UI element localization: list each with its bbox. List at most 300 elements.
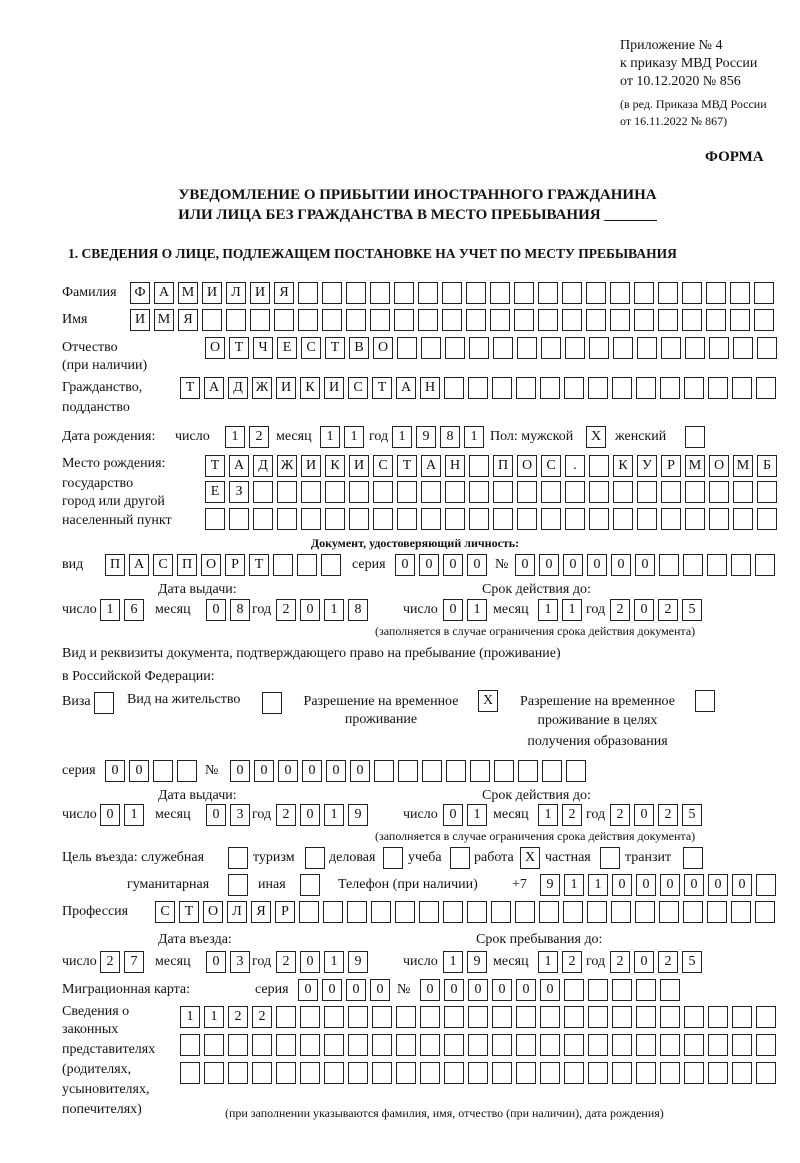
char-box[interactable]: [539, 901, 559, 923]
char-box[interactable]: [372, 1006, 392, 1028]
char-box[interactable]: [466, 309, 486, 331]
char-box[interactable]: 2: [610, 951, 630, 973]
char-box[interactable]: [516, 1034, 536, 1056]
char-box[interactable]: [493, 508, 513, 530]
char-box[interactable]: [421, 508, 441, 530]
char-box[interactable]: О: [203, 901, 223, 923]
char-box[interactable]: [683, 901, 703, 923]
char-box[interactable]: [253, 481, 273, 503]
char-box[interactable]: [661, 508, 681, 530]
char-box[interactable]: 0: [254, 760, 274, 782]
char-box[interactable]: [540, 1006, 560, 1028]
char-box[interactable]: 0: [346, 979, 366, 1001]
char-box[interactable]: [685, 481, 705, 503]
char-box[interactable]: [755, 901, 775, 923]
char-box[interactable]: 0: [660, 874, 680, 896]
char-box[interactable]: [371, 901, 391, 923]
char-box[interactable]: 0: [636, 874, 656, 896]
char-box[interactable]: 1: [320, 426, 340, 448]
char-box[interactable]: 0: [444, 979, 464, 1001]
char-box[interactable]: Н: [445, 455, 465, 477]
char-box[interactable]: [731, 901, 751, 923]
char-box[interactable]: [305, 847, 325, 869]
char-box[interactable]: [684, 1062, 704, 1084]
char-box[interactable]: [94, 692, 114, 714]
char-box[interactable]: [297, 554, 317, 576]
char-box[interactable]: П: [493, 455, 513, 477]
char-box[interactable]: [660, 979, 680, 1001]
char-box[interactable]: И: [301, 455, 321, 477]
char-box[interactable]: [637, 508, 657, 530]
char-box[interactable]: [754, 282, 774, 304]
char-box[interactable]: Я: [178, 309, 198, 331]
char-box[interactable]: [250, 309, 270, 331]
char-box[interactable]: Я: [274, 282, 294, 304]
char-box[interactable]: [446, 760, 466, 782]
char-box[interactable]: [562, 282, 582, 304]
char-box[interactable]: [419, 901, 439, 923]
char-box[interactable]: [757, 337, 777, 359]
char-box[interactable]: 0: [206, 951, 226, 973]
char-box[interactable]: [492, 1006, 512, 1028]
char-box[interactable]: [514, 282, 534, 304]
char-box[interactable]: [540, 1062, 560, 1084]
char-box[interactable]: [370, 282, 390, 304]
char-box[interactable]: [695, 690, 715, 712]
char-box[interactable]: 1: [538, 599, 558, 621]
char-box[interactable]: 2: [658, 804, 678, 826]
char-box[interactable]: [610, 309, 630, 331]
char-box[interactable]: 1: [467, 804, 487, 826]
char-box[interactable]: 0: [612, 874, 632, 896]
char-box[interactable]: 0: [278, 760, 298, 782]
char-box[interactable]: X: [478, 690, 498, 712]
char-box[interactable]: [756, 377, 776, 399]
char-box[interactable]: 2: [249, 426, 269, 448]
char-box[interactable]: [444, 1034, 464, 1056]
char-box[interactable]: [541, 337, 561, 359]
char-box[interactable]: 1: [100, 599, 120, 621]
char-box[interactable]: [300, 874, 320, 896]
char-box[interactable]: М: [685, 455, 705, 477]
char-box[interactable]: [564, 979, 584, 1001]
char-box[interactable]: [683, 554, 703, 576]
char-box[interactable]: Р: [275, 901, 295, 923]
char-box[interactable]: 7: [124, 951, 144, 973]
char-box[interactable]: 5: [682, 599, 702, 621]
char-box[interactable]: Р: [661, 455, 681, 477]
char-box[interactable]: 9: [467, 951, 487, 973]
char-box[interactable]: [731, 554, 751, 576]
char-box[interactable]: [540, 377, 560, 399]
char-box[interactable]: [450, 847, 470, 869]
char-box[interactable]: У: [637, 455, 657, 477]
char-box[interactable]: [589, 455, 609, 477]
char-box[interactable]: [636, 377, 656, 399]
char-box[interactable]: 0: [468, 979, 488, 1001]
char-box[interactable]: [517, 337, 537, 359]
char-box[interactable]: 0: [419, 554, 439, 576]
char-box[interactable]: 3: [230, 804, 250, 826]
char-box[interactable]: [708, 1034, 728, 1056]
char-box[interactable]: [204, 1034, 224, 1056]
char-box[interactable]: О: [517, 455, 537, 477]
char-box[interactable]: [516, 1006, 536, 1028]
char-box[interactable]: 2: [252, 1006, 272, 1028]
char-box[interactable]: [659, 901, 679, 923]
char-box[interactable]: [445, 508, 465, 530]
char-box[interactable]: 3: [230, 951, 250, 973]
char-box[interactable]: [467, 901, 487, 923]
char-box[interactable]: 0: [350, 760, 370, 782]
char-box[interactable]: [756, 1006, 776, 1028]
char-box[interactable]: [658, 282, 678, 304]
char-box[interactable]: 2: [276, 951, 296, 973]
char-box[interactable]: 0: [230, 760, 250, 782]
char-box[interactable]: [733, 508, 753, 530]
char-box[interactable]: [180, 1034, 200, 1056]
char-box[interactable]: [564, 1062, 584, 1084]
char-box[interactable]: 0: [322, 979, 342, 1001]
char-box[interactable]: [348, 1062, 368, 1084]
char-box[interactable]: [323, 901, 343, 923]
char-box[interactable]: [613, 508, 633, 530]
char-box[interactable]: Т: [325, 337, 345, 359]
char-box[interactable]: [493, 337, 513, 359]
char-box[interactable]: Р: [225, 554, 245, 576]
char-box[interactable]: [347, 901, 367, 923]
char-box[interactable]: [205, 508, 225, 530]
char-box[interactable]: 0: [302, 760, 322, 782]
char-box[interactable]: С: [373, 455, 393, 477]
char-box[interactable]: 0: [467, 554, 487, 576]
char-box[interactable]: [202, 309, 222, 331]
char-box[interactable]: 2: [658, 951, 678, 973]
char-box[interactable]: [683, 847, 703, 869]
char-box[interactable]: [611, 901, 631, 923]
char-box[interactable]: З: [229, 481, 249, 503]
char-box[interactable]: [706, 282, 726, 304]
char-box[interactable]: С: [153, 554, 173, 576]
char-box[interactable]: Д: [253, 455, 273, 477]
char-box[interactable]: 1: [225, 426, 245, 448]
char-box[interactable]: Л: [227, 901, 247, 923]
char-box[interactable]: 0: [634, 599, 654, 621]
char-box[interactable]: [383, 847, 403, 869]
char-box[interactable]: Т: [180, 377, 200, 399]
char-box[interactable]: Я: [251, 901, 271, 923]
char-box[interactable]: [394, 282, 414, 304]
char-box[interactable]: [324, 1062, 344, 1084]
char-box[interactable]: О: [201, 554, 221, 576]
char-box[interactable]: [756, 1034, 776, 1056]
char-box[interactable]: [421, 481, 441, 503]
char-box[interactable]: [372, 1062, 392, 1084]
char-box[interactable]: 2: [276, 804, 296, 826]
char-box[interactable]: [373, 481, 393, 503]
char-box[interactable]: [348, 1034, 368, 1056]
char-box[interactable]: [755, 554, 775, 576]
char-box[interactable]: [301, 481, 321, 503]
char-box[interactable]: [730, 309, 750, 331]
char-box[interactable]: [228, 847, 248, 869]
char-box[interactable]: [756, 1062, 776, 1084]
char-box[interactable]: 5: [682, 804, 702, 826]
char-box[interactable]: [397, 508, 417, 530]
char-box[interactable]: 2: [610, 804, 630, 826]
char-box[interactable]: [588, 1034, 608, 1056]
char-box[interactable]: 0: [540, 979, 560, 1001]
char-box[interactable]: [660, 1034, 680, 1056]
char-box[interactable]: 0: [611, 554, 631, 576]
char-box[interactable]: [277, 481, 297, 503]
char-box[interactable]: [565, 481, 585, 503]
char-box[interactable]: [370, 309, 390, 331]
char-box[interactable]: [325, 481, 345, 503]
char-box[interactable]: [300, 1034, 320, 1056]
char-box[interactable]: [349, 508, 369, 530]
char-box[interactable]: 1: [467, 599, 487, 621]
char-box[interactable]: С: [541, 455, 561, 477]
char-box[interactable]: [180, 1062, 200, 1084]
char-box[interactable]: [706, 309, 726, 331]
char-box[interactable]: [397, 481, 417, 503]
char-box[interactable]: 1: [392, 426, 412, 448]
char-box[interactable]: [468, 1006, 488, 1028]
char-box[interactable]: [565, 337, 585, 359]
char-box[interactable]: А: [229, 455, 249, 477]
char-box[interactable]: [397, 337, 417, 359]
char-box[interactable]: [298, 282, 318, 304]
char-box[interactable]: 0: [492, 979, 512, 1001]
char-box[interactable]: 0: [105, 760, 125, 782]
char-box[interactable]: [262, 692, 282, 714]
char-box[interactable]: 0: [708, 874, 728, 896]
char-box[interactable]: [396, 1006, 416, 1028]
char-box[interactable]: [540, 1034, 560, 1056]
char-box[interactable]: 2: [562, 804, 582, 826]
char-box[interactable]: 1: [180, 1006, 200, 1028]
char-box[interactable]: [517, 508, 537, 530]
char-box[interactable]: 9: [348, 951, 368, 973]
char-box[interactable]: [516, 1062, 536, 1084]
char-box[interactable]: 0: [100, 804, 120, 826]
char-box[interactable]: [468, 1062, 488, 1084]
char-box[interactable]: [490, 309, 510, 331]
char-box[interactable]: 9: [348, 804, 368, 826]
char-box[interactable]: А: [396, 377, 416, 399]
char-box[interactable]: Н: [420, 377, 440, 399]
char-box[interactable]: 1: [588, 874, 608, 896]
char-box[interactable]: [490, 282, 510, 304]
char-box[interactable]: О: [205, 337, 225, 359]
char-box[interactable]: [707, 554, 727, 576]
char-box[interactable]: П: [105, 554, 125, 576]
char-box[interactable]: [636, 1062, 656, 1084]
char-box[interactable]: [685, 337, 705, 359]
char-box[interactable]: [589, 337, 609, 359]
char-box[interactable]: 0: [516, 979, 536, 1001]
char-box[interactable]: 0: [300, 951, 320, 973]
char-box[interactable]: [589, 508, 609, 530]
char-box[interactable]: [685, 508, 705, 530]
char-box[interactable]: И: [250, 282, 270, 304]
char-box[interactable]: 2: [562, 951, 582, 973]
char-box[interactable]: 0: [206, 599, 226, 621]
char-box[interactable]: [610, 282, 630, 304]
char-box[interactable]: [733, 337, 753, 359]
char-box[interactable]: М: [154, 309, 174, 331]
char-box[interactable]: [562, 309, 582, 331]
char-box[interactable]: [613, 337, 633, 359]
char-box[interactable]: [564, 1034, 584, 1056]
char-box[interactable]: [300, 1006, 320, 1028]
char-box[interactable]: 1: [324, 599, 344, 621]
char-box[interactable]: [470, 760, 490, 782]
char-box[interactable]: [730, 282, 750, 304]
char-box[interactable]: [492, 1062, 512, 1084]
char-box[interactable]: [442, 282, 462, 304]
char-box[interactable]: И: [349, 455, 369, 477]
char-box[interactable]: [228, 874, 248, 896]
char-box[interactable]: С: [155, 901, 175, 923]
char-box[interactable]: Б: [757, 455, 777, 477]
char-box[interactable]: [325, 508, 345, 530]
char-box[interactable]: [757, 508, 777, 530]
char-box[interactable]: [709, 508, 729, 530]
char-box[interactable]: [588, 1062, 608, 1084]
char-box[interactable]: [709, 481, 729, 503]
char-box[interactable]: 0: [684, 874, 704, 896]
char-box[interactable]: 1: [443, 951, 463, 973]
char-box[interactable]: 1: [344, 426, 364, 448]
char-box[interactable]: [637, 481, 657, 503]
char-box[interactable]: [685, 426, 705, 448]
char-box[interactable]: [469, 508, 489, 530]
char-box[interactable]: [600, 847, 620, 869]
char-box[interactable]: [515, 901, 535, 923]
char-box[interactable]: [565, 508, 585, 530]
char-box[interactable]: [684, 1034, 704, 1056]
char-box[interactable]: М: [733, 455, 753, 477]
char-box[interactable]: [252, 1062, 272, 1084]
char-box[interactable]: 8: [348, 599, 368, 621]
char-box[interactable]: [444, 1006, 464, 1028]
char-box[interactable]: [324, 1006, 344, 1028]
char-box[interactable]: [466, 282, 486, 304]
char-box[interactable]: [660, 377, 680, 399]
char-box[interactable]: [177, 760, 197, 782]
char-box[interactable]: [373, 508, 393, 530]
char-box[interactable]: 2: [610, 599, 630, 621]
char-box[interactable]: Ф: [130, 282, 150, 304]
char-box[interactable]: И: [202, 282, 222, 304]
char-box[interactable]: [253, 508, 273, 530]
char-box[interactable]: [636, 1006, 656, 1028]
char-box[interactable]: [732, 1034, 752, 1056]
char-box[interactable]: С: [301, 337, 321, 359]
char-box[interactable]: [228, 1034, 248, 1056]
char-box[interactable]: [586, 309, 606, 331]
char-box[interactable]: 8: [440, 426, 460, 448]
char-box[interactable]: 0: [326, 760, 346, 782]
char-box[interactable]: [612, 979, 632, 1001]
char-box[interactable]: 0: [539, 554, 559, 576]
char-box[interactable]: [588, 377, 608, 399]
char-box[interactable]: А: [154, 282, 174, 304]
char-box[interactable]: [395, 901, 415, 923]
char-box[interactable]: [684, 377, 704, 399]
char-box[interactable]: 0: [370, 979, 390, 1001]
char-box[interactable]: М: [178, 282, 198, 304]
char-box[interactable]: Ч: [253, 337, 273, 359]
char-box[interactable]: [586, 282, 606, 304]
char-box[interactable]: К: [613, 455, 633, 477]
char-box[interactable]: [660, 1006, 680, 1028]
char-box[interactable]: 2: [276, 599, 296, 621]
char-box[interactable]: [444, 377, 464, 399]
char-box[interactable]: [756, 874, 776, 896]
char-box[interactable]: [321, 554, 341, 576]
char-box[interactable]: [754, 309, 774, 331]
char-box[interactable]: [541, 481, 561, 503]
char-box[interactable]: Д: [228, 377, 248, 399]
char-box[interactable]: [709, 337, 729, 359]
char-box[interactable]: [394, 309, 414, 331]
char-box[interactable]: [468, 377, 488, 399]
char-box[interactable]: 0: [420, 979, 440, 1001]
char-box[interactable]: .: [565, 455, 585, 477]
char-box[interactable]: [757, 481, 777, 503]
char-box[interactable]: Е: [205, 481, 225, 503]
char-box[interactable]: X: [586, 426, 606, 448]
char-box[interactable]: 0: [443, 599, 463, 621]
char-box[interactable]: 0: [206, 804, 226, 826]
char-box[interactable]: [732, 1062, 752, 1084]
char-box[interactable]: [229, 508, 249, 530]
char-box[interactable]: [322, 309, 342, 331]
char-box[interactable]: [518, 760, 538, 782]
char-box[interactable]: Л: [226, 282, 246, 304]
char-box[interactable]: [349, 481, 369, 503]
char-box[interactable]: [492, 377, 512, 399]
char-box[interactable]: [588, 1006, 608, 1028]
char-box[interactable]: [708, 1006, 728, 1028]
char-box[interactable]: [299, 901, 319, 923]
char-box[interactable]: [348, 1006, 368, 1028]
char-box[interactable]: [469, 481, 489, 503]
char-box[interactable]: [587, 901, 607, 923]
char-box[interactable]: 9: [540, 874, 560, 896]
char-box[interactable]: [396, 1034, 416, 1056]
char-box[interactable]: 0: [635, 554, 655, 576]
char-box[interactable]: [273, 554, 293, 576]
char-box[interactable]: И: [276, 377, 296, 399]
char-box[interactable]: [708, 1062, 728, 1084]
char-box[interactable]: [445, 481, 465, 503]
char-box[interactable]: [636, 1034, 656, 1056]
char-box[interactable]: О: [709, 455, 729, 477]
char-box[interactable]: [322, 282, 342, 304]
char-box[interactable]: [538, 309, 558, 331]
char-box[interactable]: 1: [538, 804, 558, 826]
char-box[interactable]: [732, 1006, 752, 1028]
char-box[interactable]: [398, 760, 418, 782]
char-box[interactable]: Т: [179, 901, 199, 923]
char-box[interactable]: 0: [515, 554, 535, 576]
char-box[interactable]: [491, 901, 511, 923]
char-box[interactable]: [420, 1006, 440, 1028]
